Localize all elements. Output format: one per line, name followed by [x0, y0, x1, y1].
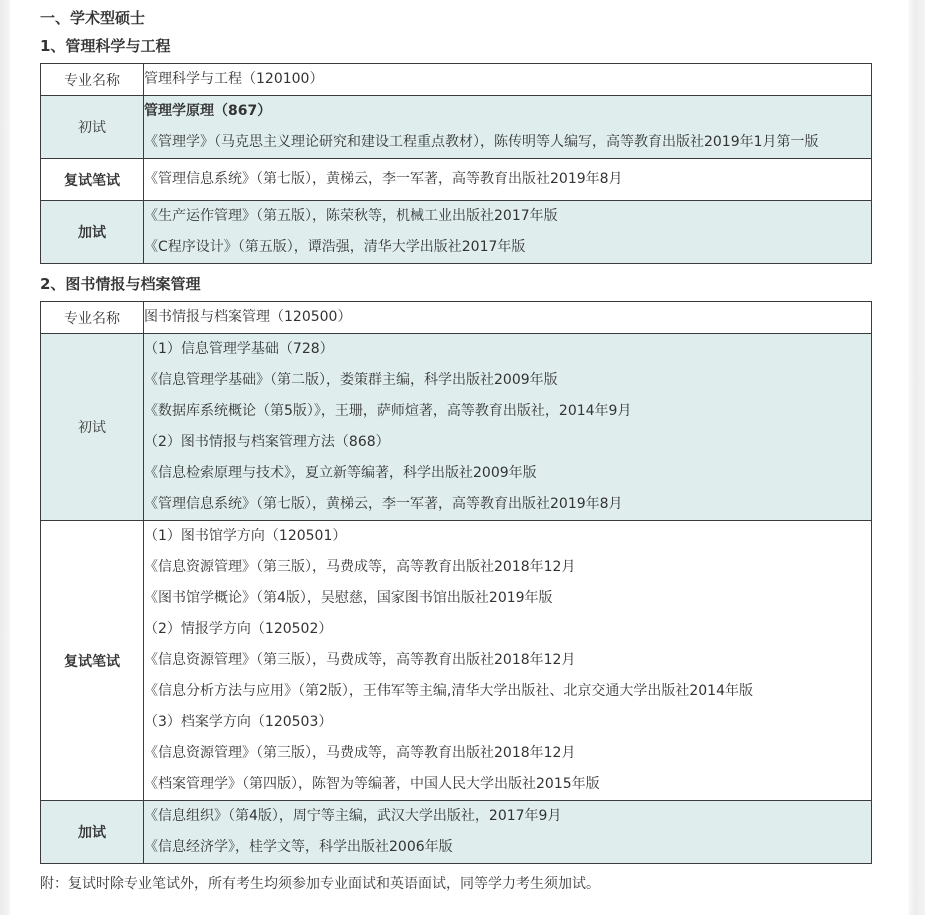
content-line: （2）情报学方向（120502） [144, 621, 333, 637]
page-right-gutter [908, 0, 925, 915]
table-row [41, 64, 872, 96]
content-line: 《信息资源管理》（第三版），马费成等，高等教育出版社2018年12月 [144, 652, 576, 668]
table-row [41, 96, 872, 159]
document-content [40, 6, 872, 894]
content-line: 《信息资源管理》（第三版），马费成等，高等教育出版社2018年12月 [144, 559, 576, 575]
page-title: 一、学术型硕士 [40, 9, 146, 27]
row-content [144, 801, 872, 864]
footer-note: 附：复试时除专业笔试外，所有考生均须参加专业面试和英语面试，同等学力考生须加试。 [40, 876, 600, 892]
content-line: 《数据库系统概论（第5版）》，王珊，萨师煊著，高等教育出版社，2014年9月 [144, 403, 632, 419]
section-heading-library-information: 2、图书情报与档案管理 [40, 275, 201, 293]
row-content [144, 334, 872, 521]
row-label: 专业名称 [41, 302, 144, 334]
content-line: 管理学原理（867） [144, 103, 272, 119]
row-label: 初试 [41, 96, 144, 159]
content-line: 管理科学与工程（120100） [144, 71, 324, 87]
row-label: 复试笔试 [41, 521, 144, 801]
row-label: 加试 [41, 801, 144, 864]
row-label: 加试 [41, 201, 144, 264]
content-line: 《信息资源管理》（第三版），马费成等，高等教育出版社2018年12月 [144, 745, 576, 761]
page-left-margin [0, 0, 10, 915]
content-line: 图书情报与档案管理（120500） [144, 309, 352, 325]
content-line: （1）图书馆学方向（120501） [144, 528, 347, 544]
exam-table-management-science [40, 63, 872, 264]
content-line: 《信息分析方法与应用》（第2版），王伟军等主编,清华大学出版社、北京交通大学出版社2014年版 [144, 683, 753, 699]
content-line: （1）信息管理学基础（728） [144, 341, 334, 357]
content-line: 《管理信息系统》（第七版），黄梯云，李一军著，高等教育出版社2019年8月 [144, 496, 623, 512]
content-line: 《档案管理学》（第四版），陈智为等编著，中国人民大学出版社2015年版 [144, 776, 600, 792]
content-line: 《信息检索原理与技术》，夏立新等编著，科学出版社2009年版 [144, 465, 537, 481]
table-row [41, 334, 872, 521]
content-line: 《信息组织》（第4版），周宁等主编，武汉大学出版社，2017年9月 [144, 808, 562, 824]
content-line: 《信息经济学》，桂学文等，科学出版社2006年版 [144, 839, 453, 855]
content-line: 《管理学》（马克思主义理论研究和建设工程重点教材），陈传明等人编写，高等教育出版社2019年1月第一版 [144, 134, 819, 150]
table-row [41, 801, 872, 864]
table-row [41, 302, 872, 334]
row-content [144, 96, 872, 159]
row-label: 初试 [41, 334, 144, 521]
content-line: 《C程序设计》（第五版），谭浩强，清华大学出版社2017年版 [144, 239, 526, 255]
row-label: 专业名称 [41, 64, 144, 96]
row-content [144, 159, 872, 201]
row-content [144, 521, 872, 801]
row-content [144, 302, 872, 334]
content-line: （2）图书情报与档案管理方法（868） [144, 434, 390, 450]
content-line: 《信息管理学基础》（第二版），娄策群主编，科学出版社2009年版 [144, 372, 558, 388]
content-line: 《图书馆学概论》（第4版），吴慰慈，国家图书馆出版社2019年版 [144, 590, 553, 606]
table-row [41, 159, 872, 201]
section-heading-management-science: 1、管理科学与工程 [40, 37, 171, 55]
content-line: 《生产运作管理》（第五版），陈荣秋等，机械工业出版社2017年版 [144, 208, 558, 224]
row-content [144, 64, 872, 96]
content-line: 《管理信息系统》（第七版），黄梯云，李一军著，高等教育出版社2019年8月 [144, 171, 623, 187]
exam-table-library-information [40, 301, 872, 864]
content-line: （3）档案学方向（120503） [144, 714, 333, 730]
table-row [41, 201, 872, 264]
row-label: 复试笔试 [41, 159, 144, 201]
table-row [41, 521, 872, 801]
row-content [144, 201, 872, 264]
